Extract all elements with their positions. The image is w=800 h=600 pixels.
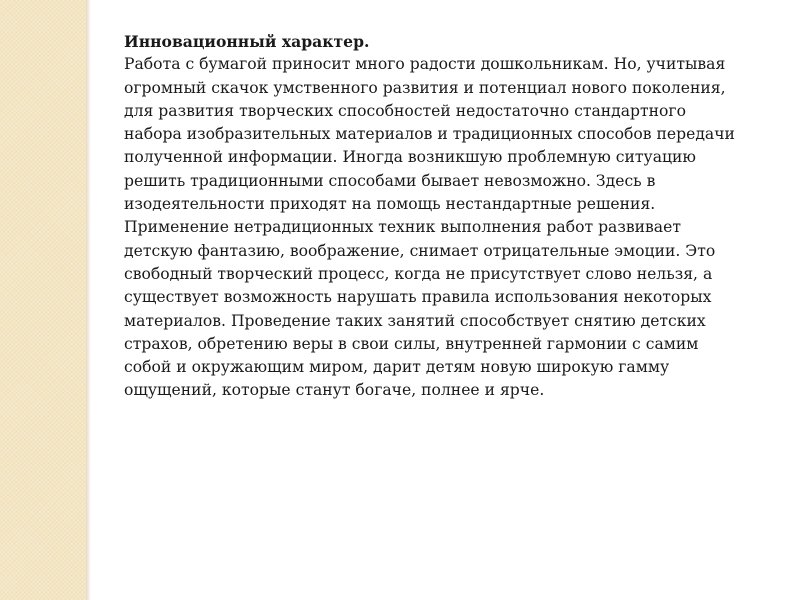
body-line-12: материалов. Проведение таких занятий способствует снятию детских <box>124 311 706 330</box>
body-line-1: Работа с бумагой приносит много радости дошкольникам. Но, учитывая <box>124 55 726 74</box>
body-line-3: для развития творческих способностей недостаточно стандартного <box>124 101 686 120</box>
body-line-6: решить традиционными способами бывает невозможно. Здесь в <box>124 171 656 190</box>
body-line-8: Применение нетрадиционных техник выполнения работ развивает <box>124 218 681 237</box>
body-line-15: ощущений, которые станут богаче, полнее и ярче. <box>124 381 545 400</box>
body-line-9: детскую фантазию, воображение, снимает отрицательные эмоции. Это <box>124 241 716 260</box>
body-line-5: полученной информации. Иногда возникшую проблемную ситуацию <box>124 148 696 167</box>
body-line-13: страхов, обретению веры в свои силы, внутренней гармонии с самим <box>124 334 699 353</box>
decorative-left-band <box>0 0 86 600</box>
body-line-14: собой и окружающим миром, дарит детям новую широкую гамму <box>124 358 670 377</box>
slide-heading: Инновационный характер. <box>124 32 370 51</box>
body-line-10: свободный творческий процесс, когда не присутствует слово нельзя, а <box>124 264 713 283</box>
body-line-2: огромный скачок умственного развития и потенциал нового поколения, <box>124 78 726 97</box>
body-line-7: изодеятельности приходят на помощь нестандартные решения. <box>124 195 656 214</box>
body-line-11: существует возможность нарушать правила использования некоторых <box>124 288 712 307</box>
band-shadow-edge <box>86 0 91 600</box>
slide-text-body <box>124 30 764 403</box>
body-line-4: набора изобразительных материалов и традиционных способов передачи <box>124 125 735 144</box>
